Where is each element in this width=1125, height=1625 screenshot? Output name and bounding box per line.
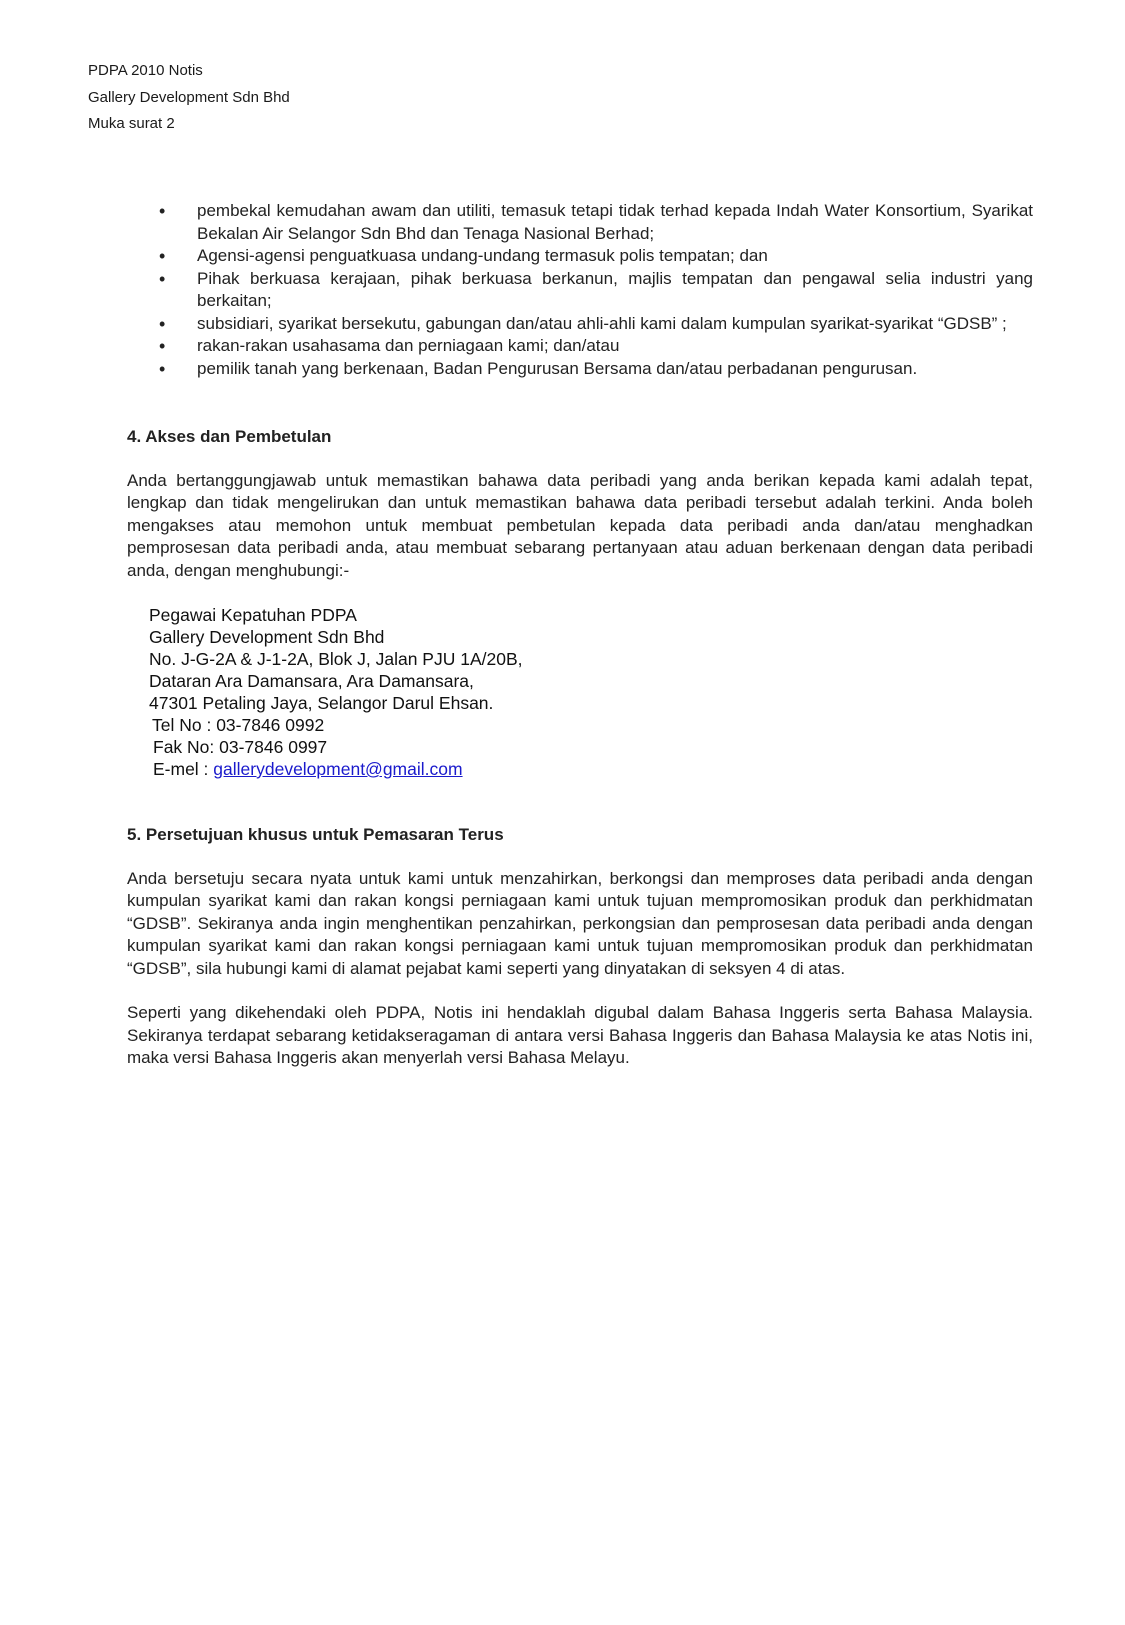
contact-email-row: [149, 758, 1033, 780]
contact-address-block: [127, 604, 1033, 780]
list-item: • pembekal kemudahan awam dan utiliti, temasuk tetapi tidak terhad kepada Indah Water Konsortium, Syarikat Bekalan Air Selangor Sdn Bhd dan Tenaga Nasional Berhad;: [127, 200, 1033, 245]
header-notice-title: PDPA 2010 Notis: [88, 62, 203, 79]
recipient-list: [127, 200, 1033, 380]
section-5-paragraph-2: Seperti yang dikehendaki oleh PDPA, Notis ini hendaklah digubal dalam Bahasa Inggeris serta Bahasa Malaysia. Sekiranya terdapat sebarang ketidakseragaman di antara versi Bahasa Inggeris dan Bahasa Malaysia ke atas Notis ini, maka versi Bahasa Inggeris akan menyerlah versi Bahasa Melayu.: [127, 1003, 1033, 1067]
list-item: • pemilik tanah yang berkenaan, Badan Pengurusan Bersama dan/atau perbadanan pengurusan.: [127, 358, 1033, 381]
header-company-name: Gallery Development Sdn Bhd: [88, 88, 290, 106]
list-item: • subsidiari, syarikat bersekutu, gabungan dan/atau ahli-ahli kami dalam kumpulan syarikat-syarikat “GDSB” ;: [127, 313, 1033, 336]
list-item: • Agensi-agensi penguatkuasa undang-undang termasuk polis tempatan; dan: [127, 245, 1033, 268]
section-5-paragraph-1: Anda bersetuju secara nyata untuk kami untuk menzahirkan, berkongsi dan memproses data peribadi anda dengan kumpulan syarikat kami dan rakan kongsi perniagaan kami untuk tujuan mempromosikan produk dan perkhidmatan “GDSB”. Sekiranya anda ingin menghentikan penzahirkan, perkongsian dan pemprosesan data peribadi anda dengan kumpulan syarikat kami dan rakan kongsi perniagaan kami untuk tujuan mempromosikan produk dan perkhidmatan “GDSB”, sila hubungi kami di alamat pejabat kami seperti yang dinyatakan di seksyen 4 di atas.: [127, 868, 1033, 978]
document-body: [127, 200, 1033, 1070]
paragraph-spacer: [127, 980, 1033, 1002]
contact-telephone: Tel No : 03-7846 0992: [152, 715, 325, 735]
list-item: • rakan-rakan usahasama dan perniagaan kami; dan/atau: [127, 335, 1033, 358]
contact-fax: Fak No: 03-7846 0997: [153, 737, 328, 757]
section-4-paragraph: Anda bertanggungjawab untuk memastikan bahawa data peribadi yang anda berikan kepada kami adalah tepat, lengkap dan tidak mengelirukan dan untuk memastikan bahawa data peribadi tersebut adalah terkini. Anda boleh mengakses atau memohon untuk membuat pembetulan kepada data peribadi anda dan/atau menghadkan pemprosesan data peribadi anda, atau membuat sebarang pertanyaan atau aduan berkenaan dengan data peribadi anda, dengan menghubungi:-: [127, 470, 1033, 580]
header-page-number: Muka surat 2: [88, 115, 175, 132]
contact-company: Gallery Development Sdn Bhd: [149, 627, 385, 647]
contact-officer: Pegawai Kepatuhan PDPA: [149, 605, 357, 625]
section-4-heading: 4. Akses dan Pembetulan: [127, 427, 332, 446]
list-item: • Pihak berkuasa kerajaan, pihak berkuasa berkanun, majlis tempatan dan pengawal selia industri yang berkaitan;: [127, 268, 1033, 313]
contact-address-line-2: Dataran Ara Damansara, Ara Damansara,: [149, 671, 474, 691]
contact-address-line-3: 47301 Petaling Jaya, Selangor Darul Ehsan.: [149, 693, 494, 713]
contact-email-link[interactable]: gallerydevelopment@gmail.com: [213, 759, 463, 779]
page-header: [88, 58, 290, 138]
contact-email-label: E-mel :: [153, 759, 214, 779]
section-5-heading: 5. Persetujuan khusus untuk Pemasaran Terus: [127, 825, 504, 844]
contact-address-line-1: No. J-G-2A & J-1-2A, Blok J, Jalan PJU 1A/20B,: [149, 649, 523, 669]
